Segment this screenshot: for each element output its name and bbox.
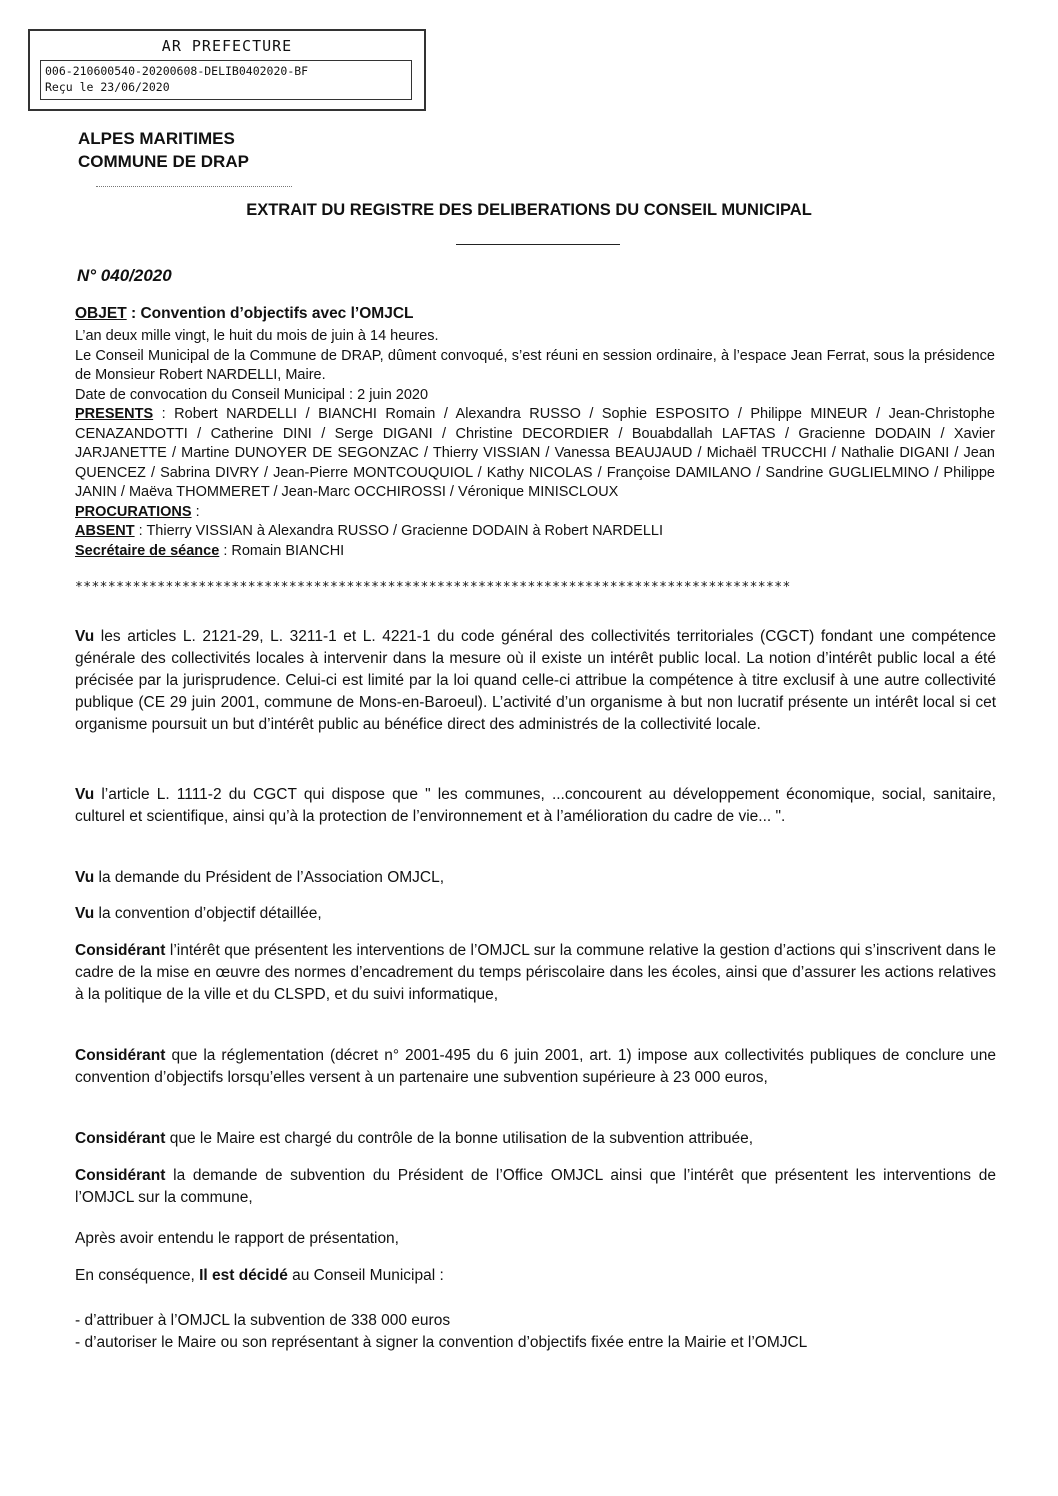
- paragraph-considerant-3: [75, 1128, 996, 1150]
- vu-text-3: la demande du Président de l’Association OMJCL,: [94, 869, 445, 886]
- procurations-line: [75, 503, 995, 523]
- considerant-lead-2: Considérant: [75, 1047, 166, 1064]
- paragraph-decision: [75, 1265, 996, 1287]
- department-name: ALPES MARITIMES: [78, 129, 235, 148]
- decision-list: [75, 1310, 996, 1354]
- secretaire-line: [75, 542, 995, 562]
- rapport-text: Après avoir entendu le rapport de présentation,: [75, 1230, 399, 1247]
- considerant-text-1: l’intérêt que présentent les interventions de l’OMJCL sur la commune relative la gestion d’actions qui s’inscrivent dans le cadre de la mise en œuvre des normes d’encadrement du temps périscolaire dans les écoles, ainsi que d’assurer les actions relatives à la politique de la ville et du CLSPD, et du suivi informatique,: [75, 942, 996, 1003]
- secretaire-text: : Romain BIANCHI: [219, 542, 345, 559]
- stamp-title: AR PREFECTURE: [161, 37, 293, 55]
- considerant-lead-4: Considérant: [75, 1167, 166, 1184]
- paragraph-vu-2: [75, 784, 996, 828]
- vu-lead-3: Vu: [75, 869, 95, 886]
- vu-lead-1: Vu: [75, 628, 95, 645]
- decision-pre: En conséquence,: [75, 1267, 200, 1284]
- paragraph-vu-4: [75, 903, 996, 925]
- secretaire-label: Secrétaire de séance: [75, 542, 220, 559]
- commune-name: COMMUNE DE DRAP: [78, 152, 249, 171]
- document-title: EXTRAIT DU REGISTRE DES DELIBERATIONS DU CONSEIL MUNICIPAL: [246, 201, 812, 219]
- vu-lead-4: Vu: [75, 905, 95, 922]
- procurations-label: PROCURATIONS: [75, 503, 192, 520]
- decision-post: au Conseil Municipal :: [287, 1267, 444, 1284]
- stamp-received-date: Reçu le 23/06/2020: [45, 80, 170, 94]
- considerant-lead-1: Considérant: [75, 942, 166, 959]
- presents-line: [75, 405, 995, 503]
- absent-line: [75, 522, 995, 542]
- objet-label: OBJET: [75, 305, 127, 322]
- procurations-text: :: [191, 503, 200, 520]
- stamp-reference: 006-210600540-20200608-DELIB0402020-BF: [45, 64, 309, 78]
- issuer-header: [78, 127, 249, 173]
- decision-bold: Il est décidé: [199, 1267, 288, 1284]
- convocation-date: Date de convocation du Conseil Municipal : 2 juin 2020: [75, 386, 429, 403]
- presents-list: : Robert NARDELLI / BIANCHI Romain / Alexandra RUSSO / Sophie ESPOSITO / Philippe MINEUR / Jean-Christophe CENAZANDOTTI / Catherine DINI / Serge DIGANI / Christine DECORDIER / Bouabdallah LAFTAS / Gracienne DODAIN / Xavier JARJANETTE / Martine DUNOYER DE SEGONZAC / Thierry VISSIAN / Vanessa BEAUJAUD / Michaël TRUCCHI / Nathalie DIGANI / Jean QUENCEZ / Sabrina DIVRY / Jean-Pierre MONTCOUQUIOL / Kathy NICOLAS / Françoise DAMILANO / Sandrine GUGLIELMINO / Philippe JANIN / Maëva THOMMERET / Jean-Marc OCCHIROSSI / Véronique MINISCLOUX: [75, 406, 995, 500]
- paragraph-vu-3: [75, 867, 996, 889]
- vu-text-1: les articles L. 2121-29, L. 3211-1 et L. 4221-1 du code général des collectivités territoriales (CGCT) fondant une compétence générale des collectivités locales à intervenir dans la mesure où il existe un intérêt public local. La notion d’intérêt public local a été précisée par la jurisprudence. Celui-ci est limité par la loi quand celle-ci attribue la compétence à titre exclusif à une autre collectivité publique (CE 29 juin 2001, commune de Mons-en-Baroeul). L’activité d’un organisme à but non lucratif présente un intérêt local si cet organisme poursuit un but d’intérêt public au bénéfice direct des administrés de la collectivité locale.: [75, 628, 996, 733]
- presents-label: PRESENTS: [75, 406, 154, 422]
- paragraph-considerant-1: [75, 940, 996, 1006]
- vu-text-4: la convention d’objectif détaillée,: [94, 905, 322, 922]
- stamp-details: [40, 60, 412, 100]
- prefecture-stamp: [28, 29, 426, 111]
- header-divider: [96, 186, 292, 187]
- objet-text: : Convention d’objectifs avec l’OMJCL: [126, 305, 414, 322]
- paragraph-considerant-4: [75, 1165, 996, 1209]
- decision-item-2: - d’autoriser le Maire ou son représentant à signer la convention d’objectifs fixée entre la Mairie et l’OMJCL: [75, 1334, 808, 1351]
- meeting-info: [75, 327, 995, 561]
- asterisk-separator: ***************************************************************************************: [75, 580, 791, 595]
- objet-line: [75, 305, 413, 323]
- vu-lead-2: Vu: [75, 786, 95, 803]
- absent-text: : Thierry VISSIAN à Alexandra RUSSO / Gracienne DODAIN à Robert NARDELLI: [134, 523, 664, 539]
- considerant-text-4: la demande de subvention du Président de l’Office OMJCL ainsi que l’intérêt que présentent les interventions de l’OMJCL sur la commune,: [75, 1167, 996, 1206]
- considerant-text-2: que la réglementation (décret n° 2001-495 du 6 juin 2001, art. 1) impose aux collectivités publiques de conclure une convention d’objectifs lorsqu’elles versent à un partenaire une subvention supérieure à 23 000 euros,: [75, 1047, 996, 1086]
- paragraph-considerant-2: [75, 1045, 996, 1089]
- decision-item-1: - d’attribuer à l’OMJCL la subvention de 338 000 euros: [75, 1312, 451, 1329]
- meeting-date: L’an deux mille vingt, le huit du mois de juin à 14 heures.: [75, 328, 439, 344]
- meeting-convocation: Le Conseil Municipal de la Commune de DRAP, dûment convoqué, s’est réuni en session ordinaire, à l’espace Jean Ferrat, sous la présidence de Monsieur Robert NARDELLI, Maire.: [75, 347, 995, 383]
- vu-text-2: l’article L. 1111-2 du CGCT qui dispose que " les communes, ...concourent au développement économique, social, sanitaire, culturel et scientifique, ainsi qu’à la protection de l’environnement et à l’amélioration du cadre de vie... ".: [75, 786, 996, 825]
- considerant-lead-3: Considérant: [75, 1130, 166, 1147]
- deliberation-number: N° 040/2020: [77, 266, 172, 285]
- title-divider: [456, 244, 620, 245]
- paragraph-vu-1: [75, 626, 996, 736]
- paragraph-rapport: [75, 1228, 996, 1250]
- considerant-text-3: que le Maire est chargé du contrôle de la bonne utilisation de la subvention attribuée,: [165, 1130, 754, 1147]
- absent-label: ABSENT: [75, 523, 135, 539]
